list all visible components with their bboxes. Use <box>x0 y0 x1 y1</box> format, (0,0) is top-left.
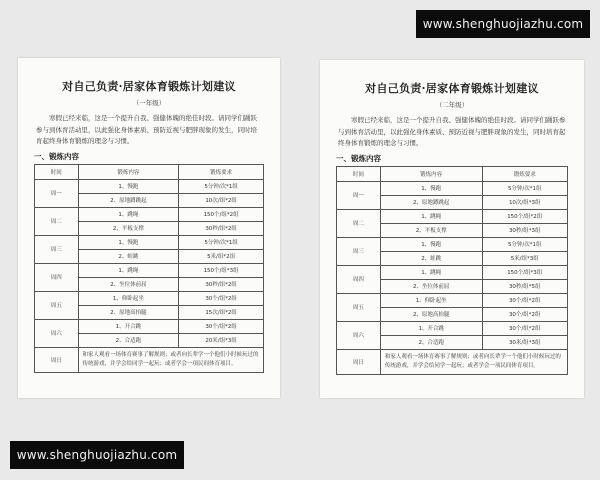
watermark-banner-top: www.shenghuojiazhu.com <box>416 10 590 38</box>
content-cell: 1、开合跳 <box>380 321 482 335</box>
requirement-cell: 5米/组*3组 <box>482 251 568 265</box>
table-row <box>35 291 264 305</box>
day-cell: 周日 <box>35 347 79 372</box>
content-cell: 2、原地高抬腿 <box>380 307 482 321</box>
table-row <box>35 179 264 193</box>
content-cell: 1、慢跑 <box>380 181 482 195</box>
header-time: 时间 <box>337 166 381 181</box>
table-header-row <box>337 166 568 181</box>
table-row <box>35 235 264 249</box>
intro-paragraph: 寒假已经来临，这是一个提升自我、强健体魄的绝佳时段。请同学们踊跃参与到体育活动里，以此强化身体素质、预防近视与肥胖现象的发生，同时培育起终身体育锻炼的理念与习惯。 <box>338 116 566 147</box>
requirement-cell: 150个/组*2组 <box>482 209 568 223</box>
requirement-cell: 5分钟/次*1组 <box>179 235 264 249</box>
day-cell: 周二 <box>337 209 381 237</box>
table-row-sunday <box>337 349 568 374</box>
plan-document-grade-2 <box>320 60 584 398</box>
requirement-cell: 150个/组*2组 <box>179 207 264 221</box>
content-cell: 2、蛙跳 <box>380 251 482 265</box>
requirement-cell: 30个/组*2组 <box>179 291 264 305</box>
content-cell: 1、开合跳 <box>78 319 179 333</box>
table-row <box>337 321 568 335</box>
day-cell: 周三 <box>337 237 381 265</box>
requirement-cell: 30个/组*2组 <box>482 293 568 307</box>
table-row <box>337 209 568 223</box>
exercise-table <box>336 166 568 375</box>
day-cell: 周五 <box>35 291 79 319</box>
requirement-cell: 5米/组*2组 <box>179 249 264 263</box>
table-row <box>337 237 568 251</box>
header-content: 锻炼内容 <box>380 166 482 181</box>
content-cell: 1、仰卧起坐 <box>78 291 179 305</box>
header-requirement: 锻炼要求 <box>482 166 568 181</box>
header-requirement: 锻炼要求 <box>179 164 264 179</box>
day-cell: 周六 <box>337 321 381 349</box>
table-row <box>337 181 568 195</box>
content-cell: 1、慢跑 <box>78 235 179 249</box>
content-cell: 2、合适跑 <box>380 335 482 349</box>
content-cell: 1、仰卧起坐 <box>380 293 482 307</box>
content-cell: 2、原地高抬腿 <box>78 305 179 319</box>
requirement-cell: 10次/组*2组 <box>179 193 264 207</box>
requirement-cell: 30秒/组*5组 <box>482 279 568 293</box>
day-cell: 周一 <box>337 181 381 209</box>
requirement-cell: 5分钟/次*1组 <box>482 181 568 195</box>
section-heading: 一、锻炼内容 <box>34 151 79 161</box>
content-cell: 2、合适跑 <box>78 333 179 347</box>
day-cell: 周日 <box>337 349 381 374</box>
content-cell: 2、坐位体前屈 <box>78 277 179 291</box>
day-cell: 周四 <box>35 263 79 291</box>
requirement-cell: 30个/组*2组 <box>179 319 264 333</box>
requirement-cell: 150个/组*3组 <box>179 263 264 277</box>
grade-label: （一年级） <box>132 99 166 107</box>
day-cell: 周五 <box>337 293 381 321</box>
requirement-cell: 30秒/组*3组 <box>482 223 568 237</box>
section-heading: 一、锻炼内容 <box>336 153 381 163</box>
content-cell: 1、跳绳 <box>380 265 482 279</box>
content-cell: 2、原地蹲跳起 <box>78 193 179 207</box>
document-title: 对自己负责·居家体育锻炼计划建议 <box>62 80 236 93</box>
table-header-row <box>35 164 264 179</box>
content-cell: 1、跳绳 <box>380 209 482 223</box>
content-cell: 1、慢跑 <box>78 179 179 193</box>
requirement-cell: 30秒/组*2组 <box>179 277 264 291</box>
requirement-cell: 5分钟/次*1组 <box>179 179 264 193</box>
requirement-cell: 15次/组*2组 <box>179 305 264 319</box>
day-cell: 周三 <box>35 235 79 263</box>
requirement-cell: 30个/组*2组 <box>482 307 568 321</box>
content-cell: 1、跳绳 <box>78 207 179 221</box>
content-cell: 1、跳绳 <box>78 263 179 277</box>
requirement-cell: 30个/组*2组 <box>482 321 568 335</box>
requirement-cell: 150个/组*3组 <box>482 265 568 279</box>
sunday-note: 和家人观看一场体育赛事了解规则；或者向长辈学一个他们小时候玩过的传统游戏，并学会给同学一起玩；或者学会一项民间体育项目。 <box>380 349 567 374</box>
content-cell: 2、原地蹲跳起 <box>380 195 482 209</box>
table-row <box>337 265 568 279</box>
exercise-table <box>34 164 264 373</box>
watermark-banner-bottom: www.shenghuojiazhu.com <box>10 441 184 469</box>
day-cell: 周二 <box>35 207 79 235</box>
table-row <box>337 293 568 307</box>
day-cell: 周四 <box>337 265 381 293</box>
day-cell: 周六 <box>35 319 79 347</box>
table-row <box>35 263 264 277</box>
requirement-cell: 30秒/组*2组 <box>179 221 264 235</box>
requirement-cell: 5分钟/次*1组 <box>482 237 568 251</box>
requirement-cell: 20米/组*3组 <box>179 333 264 347</box>
intro-paragraph: 寒假已经来临，这是一个提升自我、强健体魄的绝佳时段。请同学们踊跃参与到体育活动里，以此强化身体素质、预防近视与肥胖现象的发生，同时培育起终身体育锻炼的理念与习惯。 <box>36 114 257 145</box>
content-cell: 1、慢跑 <box>380 237 482 251</box>
header-content: 锻炼内容 <box>78 164 179 179</box>
document-title: 对自己负责·居家体育锻炼计划建议 <box>365 82 539 95</box>
content-cell: 2、平板支撑 <box>78 221 179 235</box>
content-cell: 2、平板支撑 <box>380 223 482 237</box>
requirement-cell: 10次/组*3组 <box>482 195 568 209</box>
table-row <box>35 207 264 221</box>
table-row-sunday <box>35 347 264 372</box>
day-cell: 周一 <box>35 179 79 207</box>
content-cell: 2、蛙跳 <box>78 249 179 263</box>
content-cell: 2、坐位体前屈 <box>380 279 482 293</box>
plan-document-grade-1 <box>18 58 280 398</box>
header-time: 时间 <box>35 164 79 179</box>
table-row <box>35 319 264 333</box>
sunday-note: 和家人观看一场体育赛事了解规则；或者向长辈学一个他们小时候玩过的传统游戏，并学会给同学一起玩；或者学会一项民间体育项目。 <box>78 347 264 372</box>
grade-label: （二年级） <box>435 101 469 109</box>
requirement-cell: 30米/组*3组 <box>482 335 568 349</box>
